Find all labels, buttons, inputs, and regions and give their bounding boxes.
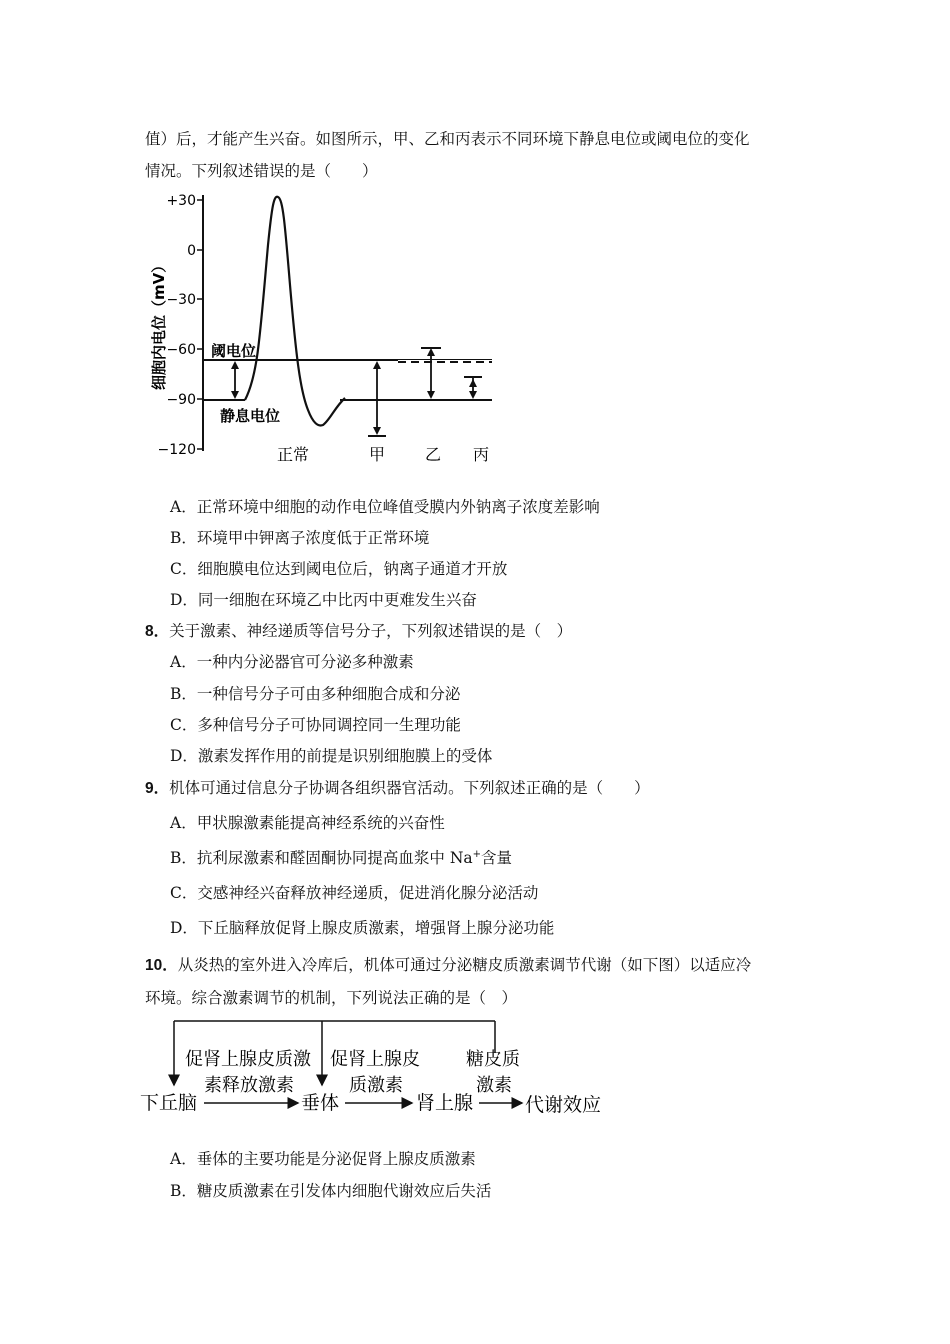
q7-option-d: D．同一细胞在环境乙中比丙中更难发生兴奋 [170,591,477,609]
q9-option-d: D．下丘脑释放促肾上腺皮质激素，增强肾上腺分泌功能 [170,919,555,937]
intro-line-2: 情况。下列叙述错误的是（ ） [145,162,378,180]
q7-option-a: A．正常环境中细胞的动作电位峰值受膜内外钠离子浓度差影响 [170,498,600,516]
hormone-regulation-diagram [138,1015,618,1125]
tick-label: +30 [166,193,196,209]
q10-stem-line-2: 环境。综合激素调节的机制，下列说法正确的是（ ） [145,989,518,1007]
category-label: 乙 [425,445,442,464]
arrow2-label-line1: 促肾上腺皮 [330,1049,420,1070]
arrow3-label-line1: 糖皮质 [466,1049,520,1070]
q8-number: 8． [145,623,170,640]
q8-option-d: D．激素发挥作用的前提是识别细胞膜上的受体 [170,747,493,765]
q10-option-b: B．糖皮质激素在引发体内细胞代谢效应后失活 [170,1182,492,1200]
tick-label: −90 [166,392,196,408]
q9-option-b-superscript: + [472,848,482,860]
node-metabolic-effect: 代谢效应 [525,1094,602,1116]
membrane-potential-figure [140,185,510,470]
category-label: 丙 [473,445,490,464]
arrow2-label-line2: 质激素 [349,1075,403,1096]
q8-stem-text: 关于激素、神经递质等信号分子，下列叙述错误的是（ ） [169,622,573,640]
q9-stem [145,776,650,798]
q9-option-b-tail: 含量 [481,849,513,867]
node-adrenal: 肾上腺 [416,1092,474,1114]
tick-label: −30 [166,292,196,308]
q9-option-b-text: B．抗利尿激素和醛固酮协同提高血浆中 Na [170,849,473,867]
q9-option-a: A．甲状腺激素能提高神经系统的兴奋性 [170,814,445,832]
q9-stem-text: 机体可通过信息分子协调各组织器官活动。下列叙述正确的是（ ） [169,779,650,797]
q10-number: 10． [145,957,178,974]
q9-number: 9． [145,780,170,797]
resting-label: 静息电位 [220,407,281,425]
tick-label: 0 [187,243,196,259]
intro-line-1: 值）后，才能产生兴奋。如图所示，甲、乙和丙表示不同环境下静息电位或阈电位的变化 [145,130,750,148]
tick-label: −60 [166,342,196,358]
q10-stem-text: 从炎热的室外进入冷库后，机体可通过分泌糖皮质激素调节代谢（如下图）以适应冷 [177,956,752,974]
arrow1-label-line1: 促肾上腺皮质激 [185,1049,311,1070]
q8-option-c: C．多种信号分子可协同调控同一生理功能 [170,716,461,734]
q8-stem [145,619,572,641]
threshold-label: 阈电位 [211,342,257,360]
q7-option-b: B．环境甲中钾离子浓度低于正常环境 [170,529,430,547]
node-pituitary: 垂体 [301,1092,340,1114]
q9-option-c: C．交感神经兴奋释放神经递质，促进消化腺分泌活动 [170,884,539,902]
q9-option-b [170,846,512,868]
q8-option-b: B．一种信号分子可由多种细胞合成和分泌 [170,685,461,703]
y-axis-title: 细胞内电位（mV） [150,257,168,390]
q7-option-c: C．细胞膜电位达到阈电位后，钠离子通道才开放 [170,560,508,578]
arrow1-label-line2: 素释放激素 [204,1075,294,1096]
category-label: 正常 [277,445,310,464]
category-label: 甲 [369,445,386,464]
q10-stem-line-1 [145,953,751,975]
q8-option-a: A．一种内分泌器官可分泌多种激素 [170,653,414,671]
tick-label: −120 [157,442,196,458]
q10-option-a: A．垂体的主要功能是分泌促肾上腺皮质激素 [170,1150,476,1168]
node-hypothalamus: 下丘脑 [140,1092,198,1114]
arrow3-label-line2: 激素 [476,1075,512,1096]
action-potential-curve [245,197,345,426]
